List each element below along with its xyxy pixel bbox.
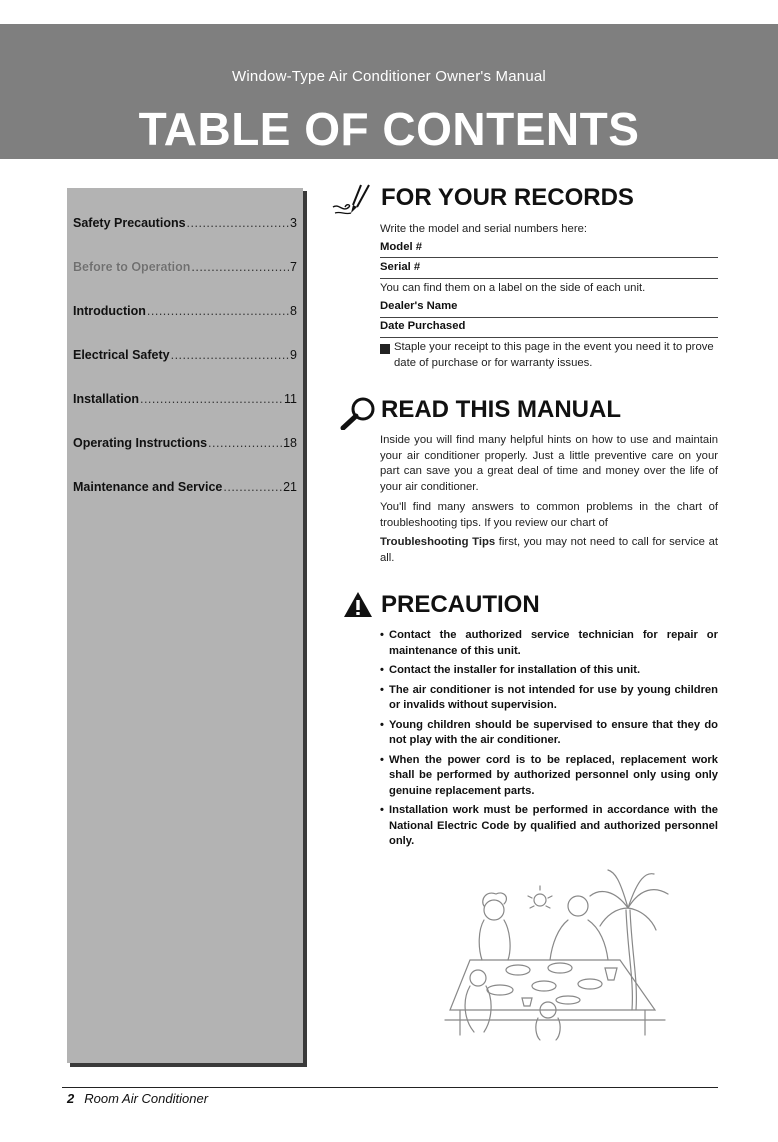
sidebar-shadow	[303, 191, 307, 1067]
toc-item-label: Introduction	[73, 304, 146, 318]
toc-item-label: Electrical Safety	[73, 348, 170, 362]
model-field-line	[380, 257, 718, 258]
toc-item-installation[interactable]	[73, 392, 297, 406]
manual-subtitle: Window-Type Air Conditioner Owner's Manual	[232, 68, 546, 85]
toc-item-page: 3	[290, 216, 297, 230]
picnic-illustration	[440, 860, 680, 1050]
header-band	[0, 24, 778, 159]
manual-paragraph-intro: Inside you will find many helpful hints on how to use and maintain your air conditioner properly. Just a little preventive care on your part can save you a great deal of time and money over the life of your air conditioner.	[380, 434, 718, 493]
model-field-label: Model #	[380, 241, 423, 253]
toc-item-page: 18	[283, 436, 297, 450]
toc-item-label: Safety Precautions	[73, 216, 186, 230]
dealer-field-label: Dealer's Name	[380, 300, 458, 312]
date-purchased-field-line	[380, 337, 718, 338]
manual-heading: READ THIS MANUAL	[381, 396, 621, 423]
toc-sidebar	[67, 188, 303, 1063]
pen-icon	[331, 183, 377, 217]
precaution-item: • Contact the authorized service technician for repair or maintenance of this unit.	[380, 628, 718, 659]
records-heading: FOR YOUR RECORDS	[381, 184, 634, 211]
toc-item-before-to-operation[interactable]	[73, 260, 297, 274]
precaution-item: • Contact the installer for installation of this unit.	[380, 663, 718, 679]
toc-item-page: 11	[284, 392, 297, 406]
precaution-heading: PRECAUTION	[381, 591, 540, 618]
toc-item-introduction[interactable]	[73, 304, 297, 318]
square-bullet-icon	[380, 344, 390, 354]
serial-field-line	[380, 278, 718, 279]
precaution-item: • Installation work must be performed in accordance with the National Electric Code by qualified and authorized personnel only.	[380, 803, 718, 850]
footer-title: Room Air Conditioner	[84, 1091, 209, 1106]
toc-item-page: 8	[290, 304, 297, 318]
magnifier-icon	[338, 396, 378, 430]
manual-paragraph-answers: You'll find many answers to common problems in the chart of troubleshooting tips. If you review our chart of	[380, 501, 718, 529]
precaution-item: • When the power cord is to be replaced, replacement work shall be performed by authorized personnel only using only genuine replacement parts.	[380, 753, 718, 800]
toc-item-page: 21	[283, 480, 297, 494]
label-location-note: You can find them on a label on the side of each unit.	[380, 282, 646, 294]
sidebar-shadow	[70, 1063, 307, 1067]
precaution-list	[380, 628, 718, 854]
toc-item-safety-precautions[interactable]	[73, 216, 297, 230]
staple-receipt-note: Staple your receipt to this page in the event you need it to prove date of purchase or for warranty issues.	[394, 341, 714, 369]
page-footer	[67, 1091, 208, 1106]
toc-item-label: Before to Operation	[73, 260, 191, 274]
toc-item-label: Maintenance and Service	[73, 480, 223, 494]
page-title: TABLE OF CONTENTS	[138, 103, 640, 155]
warning-icon	[343, 591, 373, 618]
toc-item-operating-instructions[interactable]	[73, 436, 297, 450]
precaution-item: • Young children should be supervised to ensure that they do not play with the air conditioner.	[380, 718, 718, 749]
manual-paragraph-troubleshooting: Troubleshooting Tips first, you may not need to call for service at all.	[380, 536, 718, 564]
toc-item-label: Installation	[73, 392, 139, 406]
dealer-field-line	[380, 317, 718, 318]
page-number: 2	[67, 1091, 75, 1106]
date-purchased-field-label: Date Purchased	[380, 320, 466, 332]
records-intro: Write the model and serial numbers here:	[380, 223, 588, 235]
toc-item-label: Operating Instructions	[73, 436, 208, 450]
toc-item-page: 7	[290, 260, 297, 274]
precaution-item: • The air conditioner is not intended for use by young children or invalids without supervision.	[380, 683, 718, 714]
toc-item-electrical-safety[interactable]	[73, 348, 297, 362]
footer-rule	[62, 1087, 718, 1088]
troubleshooting-tips-term: Troubleshooting Tips	[380, 536, 496, 548]
toc-item-maintenance-and-service[interactable]	[73, 480, 297, 494]
toc-item-page: 9	[290, 348, 297, 362]
serial-field-label: Serial #	[380, 261, 421, 273]
